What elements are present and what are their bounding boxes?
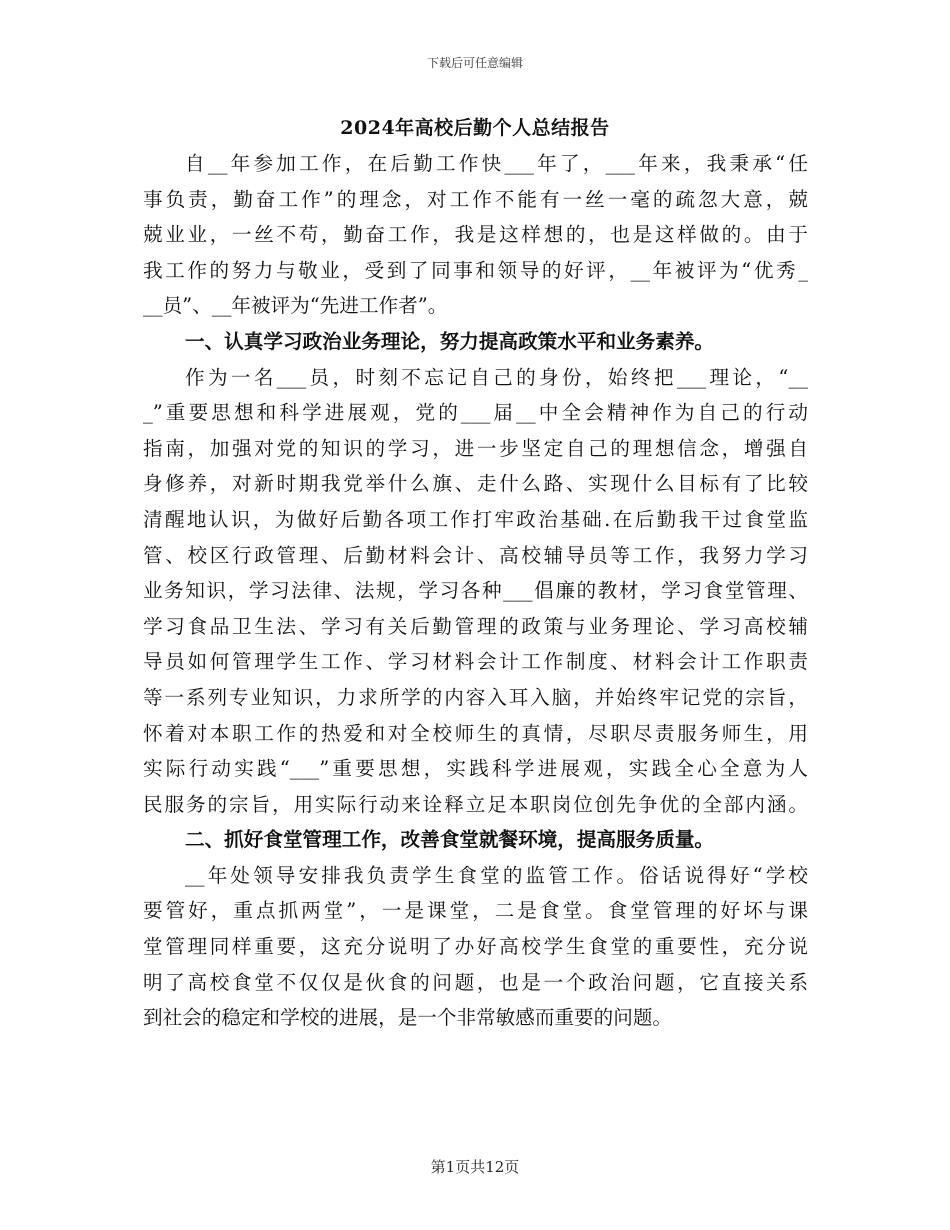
page-footer: 第1页共12页 [430, 1158, 520, 1176]
paragraph-line: 管、校区行政管理、后勤材料会计、高校辅导员等工作，我努力学习 [143, 543, 808, 567]
header-note: 下载后可任意编辑 [426, 56, 523, 70]
document-title: 2024年高校后勤个人总结报告 [340, 117, 610, 139]
paragraph-line: _”重要思想和科学进展观，党的___届__中全会精神作为自己的行动 [143, 401, 808, 425]
paragraph-line: 我工作的努力与敬业，受到了同事和领导的好评，__年被评为“优秀_ [143, 258, 808, 282]
paragraph-line: 实际行动实践“___”重要思想，实践科学进展观，实践全心全意为人 [143, 757, 808, 781]
paragraph-line: 身修养，对新时期我党举什么旗、走什么路、实现什么目标有了比较 [143, 472, 808, 496]
section-heading: 一、认真学习政治业务理论，努力提高政策水平和业务素养。 [185, 329, 715, 353]
document-body [143, 146, 808, 1036]
paragraph-line: 作为一名___员，时刻不忘记自己的身份，始终把___理论，“__ [185, 365, 808, 389]
paragraph-line: 堂管理同样重要，这充分说明了办好高校学生食堂的重要性，充分说 [143, 935, 808, 959]
paragraph-line: 导员如何管理学生工作、学习材料会计工作制度、材料会计工作职责 [143, 650, 808, 674]
paragraph-line: 怀着对本职工作的热爱和对全校师生的真情，尽职尽责服务师生，用 [143, 721, 808, 745]
paragraph-line: 兢业业，一丝不苟，勤奋工作，我是这样想的，也是这样做的。由于 [143, 223, 808, 247]
paragraph-line: 民服务的宗旨，用实际行动来诠释立足本职岗位创先争优的全部内涵。 [143, 792, 808, 816]
paragraph-line: 要管好，重点抓两堂”，一是课堂，二是食堂。食堂管理的好坏与课 [143, 899, 808, 923]
paragraph-line: 明了高校食堂不仅仅是伙食的问题，也是一个政治问题，它直接关系 [143, 970, 808, 994]
paragraph-line: 到社会的稳定和学校的进展，是一个非常敏感而重要的问题。 [143, 1006, 673, 1030]
paragraph-line: 自__年参加工作，在后勤工作快___年了，___年来，我秉承“任 [185, 152, 808, 175]
paragraph-line: __年处领导安排我负责学生食堂的监管工作。俗话说得好“学校 [185, 863, 808, 887]
paragraph-line: 业务知识，学习法律、法规，学习各种___倡廉的教材，学习食堂管理、 [143, 579, 808, 603]
paragraph-line: 指南，加强对党的知识的学习，进一步坚定自己的理想信念，增强自 [143, 436, 808, 460]
paragraph-line: 学习食品卫生法、学习有关后勤管理的政策与业务理论、学习高校辅 [143, 614, 808, 638]
section-heading: 二、抓好食堂管理工作，改善食堂就餐环境，提高服务质量。 [185, 828, 715, 852]
paragraph-line: 等一系列专业知识，力求所学的内容入耳入脑，并始终牢记党的宗旨， [143, 685, 808, 709]
paragraph-line: 清醒地认识，为做好后勤各项工作打牢政治基础.在后勤我干过食堂监 [143, 507, 808, 531]
paragraph-line: __员”、__年被评为“先进工作者”。 [143, 294, 448, 318]
paragraph-line: 事负责，勤奋工作”的理念，对工作不能有一丝一毫的疏忽大意，兢 [143, 187, 808, 211]
